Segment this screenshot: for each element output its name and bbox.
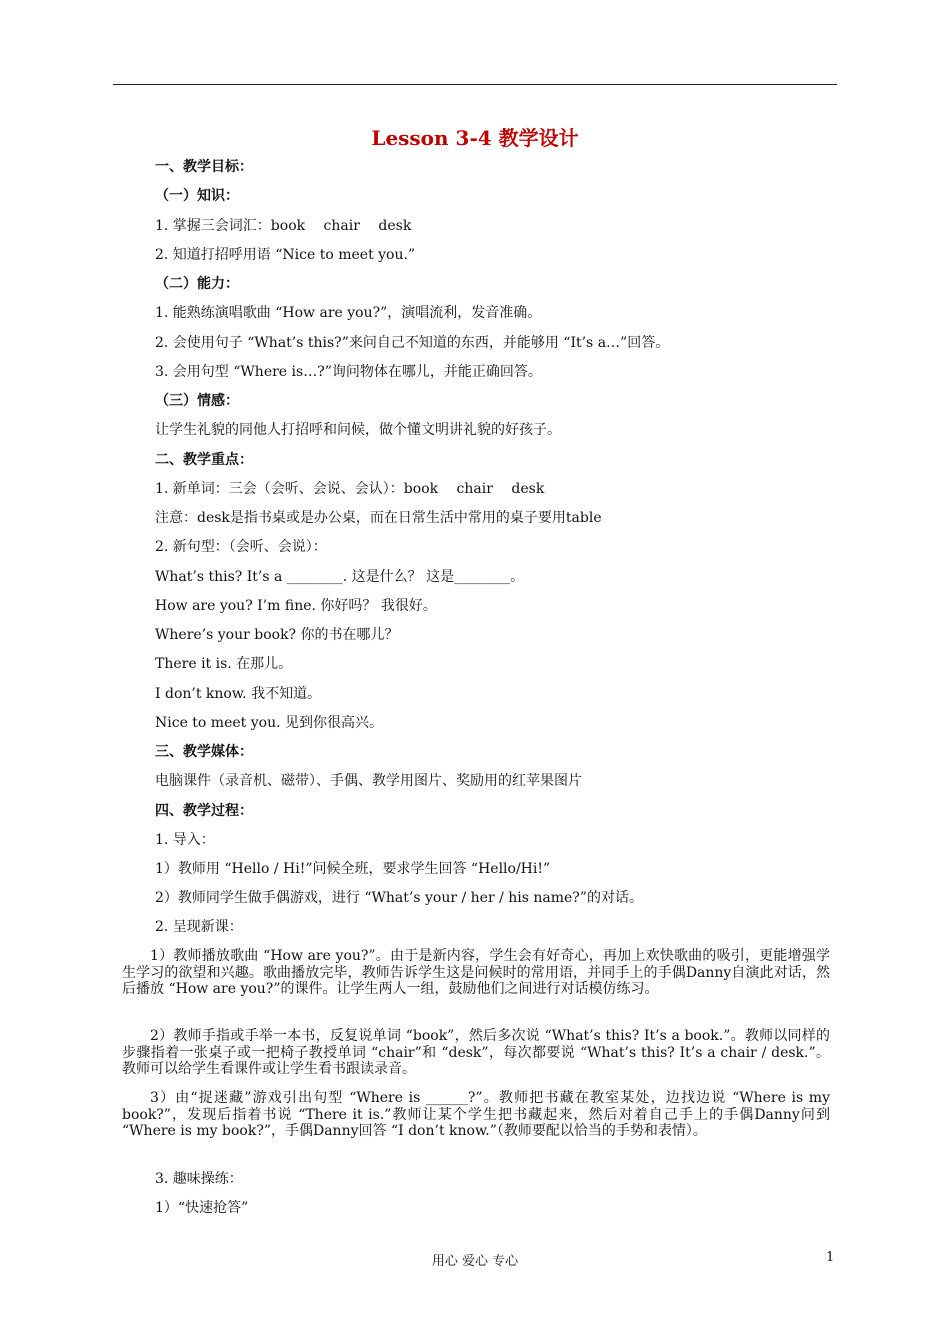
process-intro-2: 2）教师同学生做手偶游戏，进行 “What’s your / her / his name?”的对话。 — [155, 890, 643, 906]
ability-item-2: 2. 会使用句子 “What’s this?”来问自己不知道的东西，并能够用 “It’s a…”回答。 — [155, 335, 670, 351]
sentence-4: There it is. 在那儿。 — [155, 656, 293, 672]
page-footer: 用心 爱心 专心 — [431, 1254, 519, 1269]
sentence-6: Nice to meet you. 见到你很高兴。 — [155, 715, 383, 731]
process-intro: 1. 导入： — [155, 832, 215, 848]
key-point-sentences: 2. 新句型：（会听、会说）： — [155, 539, 327, 555]
sentence-1: What’s this? It’s a ________. 这是什么？ 这是________。 — [155, 569, 525, 585]
knowledge-item-1: 1. 掌握三会词汇：book chair desk — [155, 218, 412, 234]
sentence-3: Where’s your book? 你的书在哪儿？ — [155, 627, 399, 643]
ability-item-1: 1. 能熟练演唱歌曲 “How are you?”，演唱流利，发音准确。 — [155, 305, 542, 321]
media-text: 电脑课件（录音机、磁带）、手偶、教学用图片、奖励用的红苹果图片 — [155, 773, 582, 789]
sentence-2: How are you? I’m fine. 你好吗？ 我很好。 — [155, 598, 437, 614]
practice-item-1: 1）“快速抢答” — [155, 1200, 249, 1216]
knowledge-item-2: 2. 知道打招呼用语 “Nice to meet you.” — [155, 247, 416, 263]
process-intro-1: 1）教师用 “Hello / Hi!”问候全班，要求学生回答 “Hello/Hi!” — [155, 861, 551, 877]
new-lesson-paragraph-1: 1）教师播放歌曲 “How are you?”。由于是新内容，学生会有好奇心，再加上欢快歌曲的吸引，更能增强学生学习的欲望和兴趣。歌曲播放完毕，教师告诉学生这是问候时的常用语，并同手上的手偶Danny自演此对话，然后播放 “How are you?”的课件。让学生两人一组，鼓励他们之间进行对话模仿练习。 — [122, 948, 830, 997]
key-point-words: 1. 新单词：三会（会听、会说、会认）：book chair desk — [155, 481, 545, 497]
subheading-ability: （二）能力： — [155, 276, 239, 292]
sentence-5: I don’t know. 我不知道。 — [155, 686, 322, 702]
heading-key-points: 二、教学重点： — [155, 452, 253, 468]
subheading-emotion: （三）情感： — [155, 393, 239, 409]
new-lesson-paragraph-3: 3）由“捉迷藏”游戏引出句型 “Where is ______?”。教师把书藏在教室某处，边找边说 “Where is my book?”，发现后指着书说 “There it is.”教师让某个学生把书藏起来，然后对着自己手上的手偶Danny问到 “Where is my book?”，手偶Danny回答 “I don’t know.”（教师要配以恰当的手势和表情）。 — [122, 1090, 830, 1139]
heading-objectives: 一、教学目标： — [155, 159, 253, 175]
new-lesson-paragraph-2: 2）教师手指或手举一本书，反复说单词 “book”，然后多次说 “What’s this? It’s a book.”。教师以同样的步骤指着一张桌子或一把椅子教授单词 “chair”和 “desk”，每次都要说 “What’s this? It’s a chair / desk.”。教师可以给学生看课件或让学生看书跟读录音。 — [122, 1028, 830, 1077]
subheading-knowledge: （一）知识： — [155, 188, 239, 204]
page-number: 1 — [826, 1250, 835, 1265]
heading-process: 四、教学过程： — [155, 803, 253, 819]
ability-item-3: 3. 会用句型 “Where is…?”询问物体在哪儿，并能正确回答。 — [155, 364, 542, 380]
process-new-lesson: 2. 呈现新课： — [155, 919, 243, 935]
practice-heading: 3. 趣味操练： — [155, 1171, 243, 1187]
emotion-text: 让学生礼貌的同他人打招呼和问候，做个懂文明讲礼貌的好孩子。 — [155, 422, 561, 438]
page-title: Lesson 3-4 教学设计 — [371, 126, 579, 150]
header-rule — [113, 84, 837, 85]
key-point-note: 注意：desk是指书桌或是办公桌，而在日常生活中常用的桌子要用table — [155, 510, 602, 526]
heading-media: 三、教学媒体： — [155, 744, 253, 760]
